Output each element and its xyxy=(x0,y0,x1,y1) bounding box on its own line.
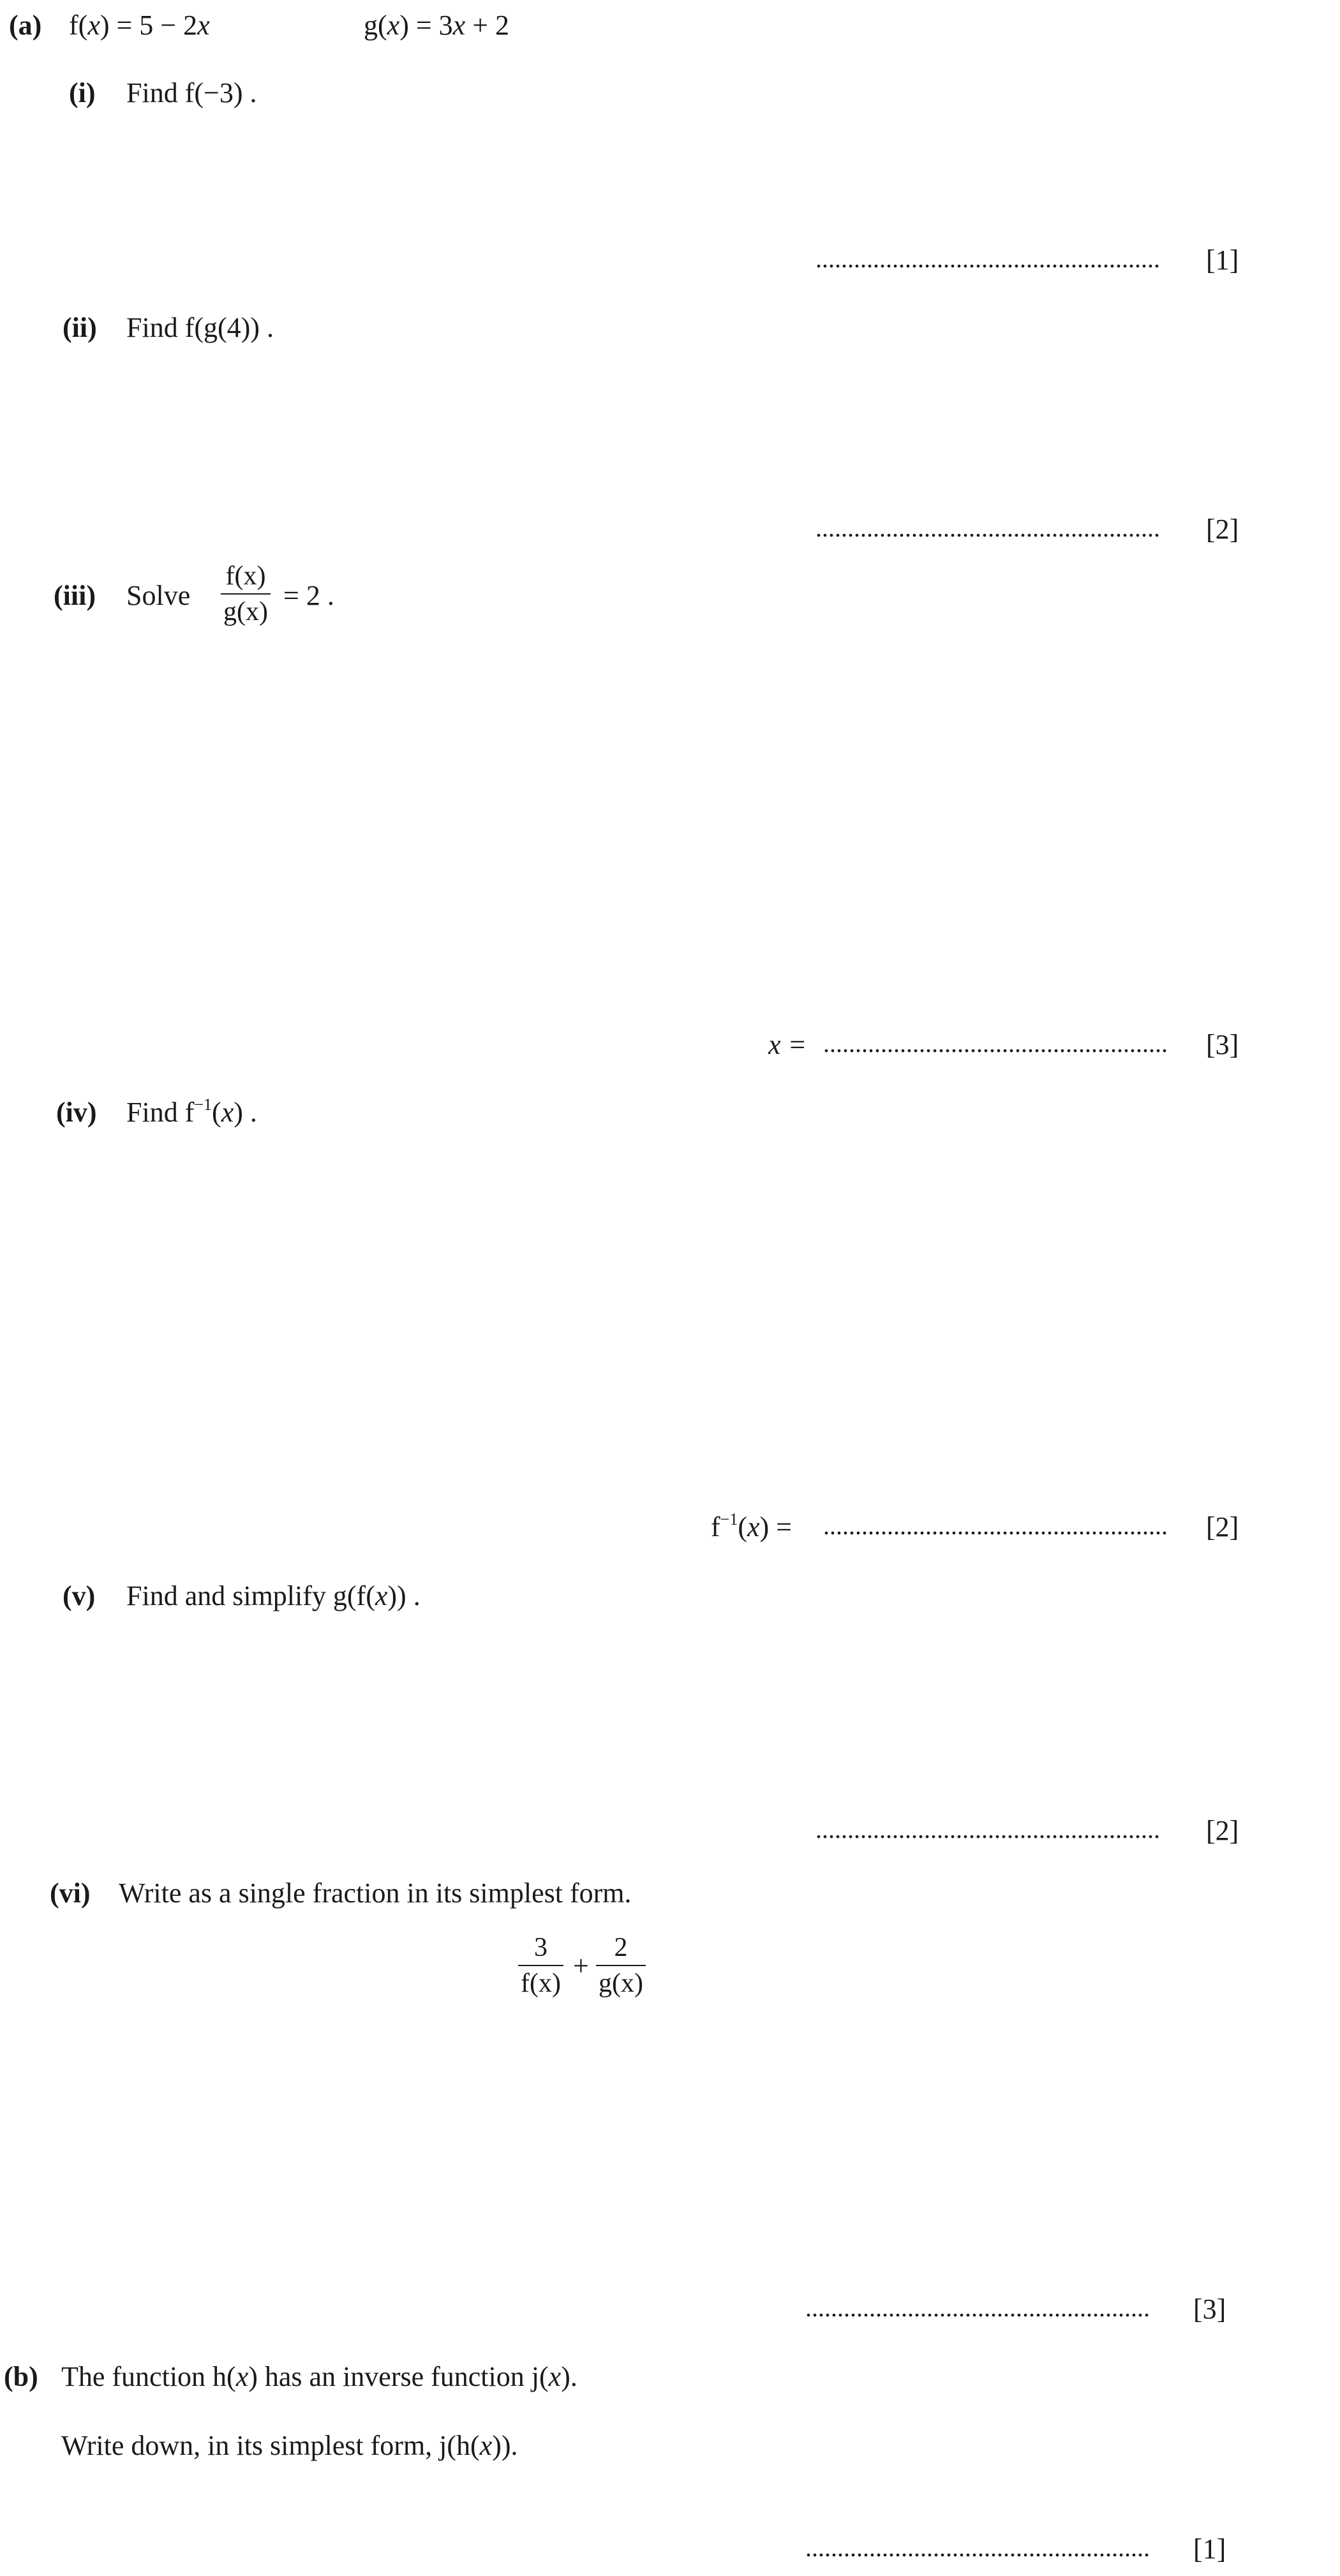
q-v-text-a: Find and simplify g(f( xyxy=(126,1580,375,1611)
f-definition xyxy=(69,11,210,40)
part-b-line2 xyxy=(61,2432,518,2460)
q-iii-fraction xyxy=(221,563,271,625)
q-vi-fraction-2 xyxy=(596,1934,646,1997)
part-b-line1 xyxy=(61,2363,577,2391)
q-i-text: Find f(−3) . xyxy=(126,77,257,108)
q-iv-answer-line: ...................................................... xyxy=(823,1511,1168,1540)
f-def-lhs: f( xyxy=(69,10,88,41)
g-def-var: x xyxy=(387,10,400,41)
q-vi-plus: + xyxy=(573,1950,589,1981)
q-vi-frac2-den: g(x) xyxy=(599,1969,643,1998)
q-iii-tail: = 2 . xyxy=(283,580,334,611)
q-iv-marks: [2] xyxy=(1206,1511,1239,1543)
part-b-line2-var: x xyxy=(479,2430,493,2461)
q-iii-frac-den: g(x) xyxy=(223,597,268,626)
q-v-answer-line: ...................................................... xyxy=(815,1815,1160,1844)
q-iv-answer-f: f xyxy=(711,1511,720,1543)
part-a-label: (a) xyxy=(9,10,42,41)
part-b-label: (b) xyxy=(4,2361,38,2392)
q-iv-verb: Find f xyxy=(126,1097,195,1128)
q-iii-answer-prefix: x = xyxy=(768,1029,807,1060)
q-v-text-b: )) . xyxy=(387,1580,421,1611)
g-def-tail: + 2 xyxy=(465,10,510,41)
q-iv-answer-close: ) = xyxy=(759,1511,792,1543)
q-iv-answer-sup: −1 xyxy=(720,1510,738,1529)
part-b-line2-a: Write down, in its simplest form, j(h( xyxy=(61,2430,480,2461)
q-iv-open: ( xyxy=(212,1097,221,1128)
q-iii-marks: [3] xyxy=(1206,1029,1239,1060)
part-b-line1-var: x xyxy=(235,2361,249,2392)
q-vi-frac2-num: 2 xyxy=(614,1933,628,1962)
q-i-label: (i) xyxy=(69,77,96,108)
q-v-var: x xyxy=(375,1580,388,1611)
q-iii-label: (iii) xyxy=(54,580,96,611)
q-vi-fraction-1 xyxy=(518,1934,563,1997)
f-def-rhs: ) = 5 − 2 xyxy=(100,10,198,41)
q-v-marks: [2] xyxy=(1206,1815,1239,1846)
g-definition xyxy=(364,11,509,40)
g-def-rhs: ) = 3 xyxy=(399,10,453,41)
q-v-label: (v) xyxy=(63,1580,96,1611)
q-i-marks: [1] xyxy=(1206,244,1239,276)
part-b-marks: [1] xyxy=(1193,2533,1226,2565)
q-vi-frac1-den: f(x) xyxy=(521,1969,561,1998)
part-b-line1-b: ) has an inverse function j( xyxy=(248,2361,549,2392)
part-b-line1-a: The function h( xyxy=(61,2361,236,2392)
q-iv-answer-var: x xyxy=(747,1511,760,1543)
q-ii-text: Find f(g(4)) . xyxy=(126,312,274,343)
f-def-var2: x xyxy=(197,10,210,41)
q-iv-sup: −1 xyxy=(194,1095,212,1114)
part-b-line2-b: )). xyxy=(492,2430,518,2461)
q-vi-answer-line: ...................................................... xyxy=(805,2293,1150,2322)
q-iv-label: (iv) xyxy=(56,1097,97,1128)
part-b-answer-line: ...................................................... xyxy=(805,2533,1150,2562)
q-iv-text xyxy=(126,1095,257,1128)
q-ii-answer-line: ...................................................... xyxy=(815,514,1160,542)
part-b-line1-c: ). xyxy=(561,2361,577,2392)
g-def-var2: x xyxy=(452,10,466,41)
q-vi-frac1-num: 3 xyxy=(533,1933,547,1962)
f-def-var: x xyxy=(87,10,100,41)
q-ii-marks: [2] xyxy=(1206,514,1239,545)
q-vi-marks: [3] xyxy=(1193,2293,1226,2325)
q-vi-label: (vi) xyxy=(50,1877,91,1909)
g-def-lhs: g( xyxy=(364,10,387,41)
q-iv-var: x xyxy=(221,1097,234,1128)
q-iv-answer-prefix xyxy=(711,1510,792,1543)
q-iv-close: ) . xyxy=(234,1097,257,1128)
q-ii-label: (ii) xyxy=(63,312,97,343)
q-iv-answer-open: ( xyxy=(738,1511,747,1543)
q-iii-frac-num: f(x) xyxy=(225,561,266,591)
q-vi-text: Write as a single fraction in its simplest form. xyxy=(119,1877,632,1909)
part-b-line1-var2: x xyxy=(548,2361,562,2392)
q-iii-verb: Solve xyxy=(126,580,191,611)
q-i-answer-line: ...................................................... xyxy=(815,244,1160,273)
q-v-text xyxy=(126,1582,421,1610)
q-iii-answer-line: ...................................................... xyxy=(823,1029,1168,1058)
